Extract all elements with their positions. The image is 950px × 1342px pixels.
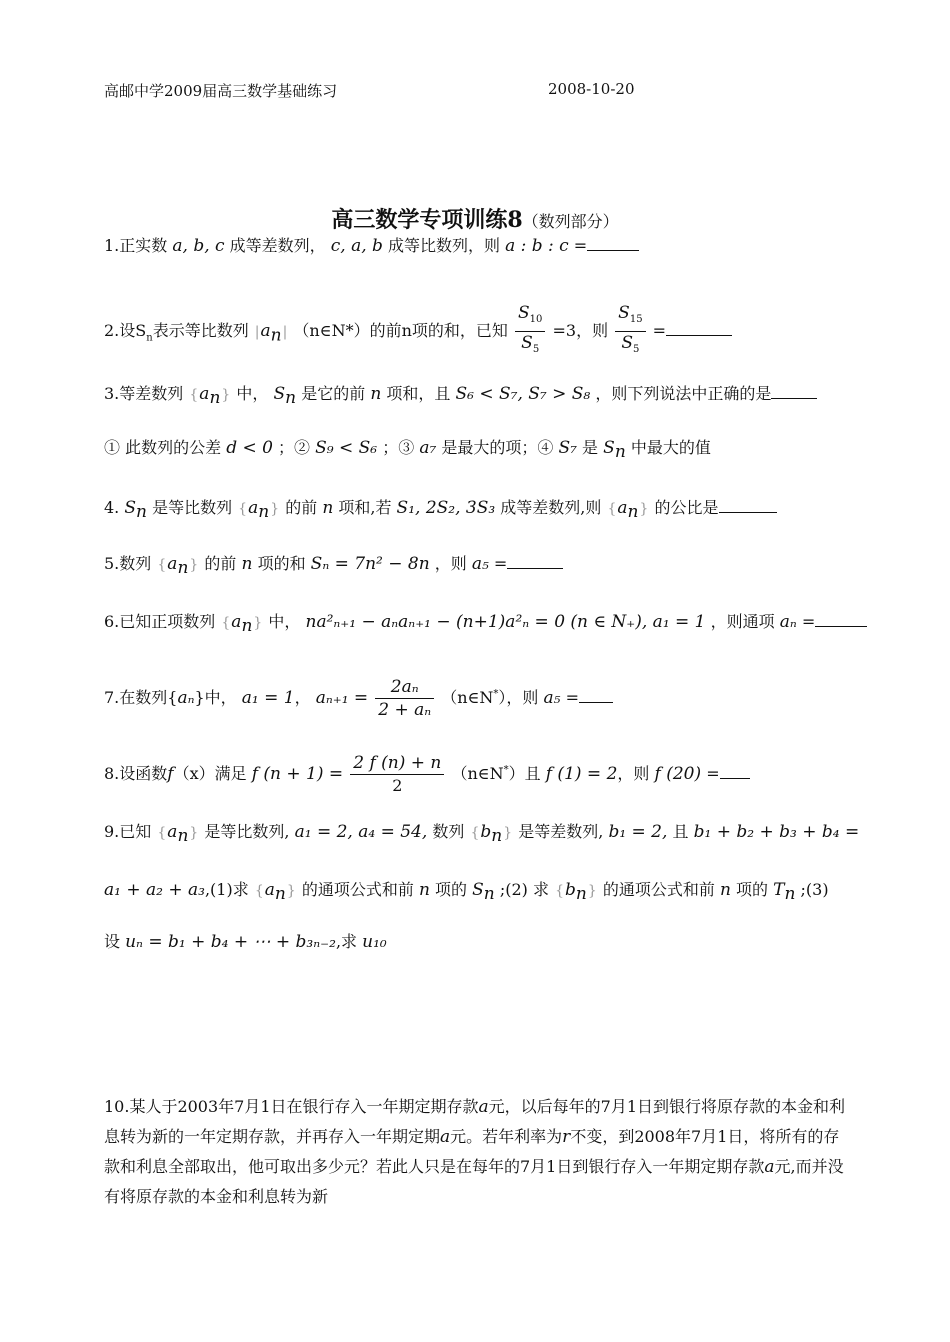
math-ratio: a : b : c bbox=[505, 236, 569, 256]
math-sn: S bbox=[603, 438, 615, 458]
p9-text: 项的 bbox=[435, 880, 468, 899]
p9-text: 是等差数列, bbox=[518, 822, 604, 841]
p10-text: 元，以后每年的7月1日到银行将原存款的本金和利息转为新的一年定期存款，并再存入一年期定期 bbox=[104, 1097, 846, 1146]
math-sn: S bbox=[472, 880, 484, 900]
p4-text: 的前 bbox=[285, 498, 318, 517]
math-fn1: f (n + 1) = bbox=[251, 764, 344, 784]
p5-text: 的前 bbox=[204, 554, 237, 573]
p9-text: 设 bbox=[104, 932, 121, 951]
problem-3-options: ① 此数列的公差 d < 0 ；② S₉ < S₆ ；③ a₇ 是最大的项；④ S₇ 是 $S_n$ 中最大的值 bbox=[104, 438, 711, 463]
frac-num: 2aₙ bbox=[375, 676, 434, 699]
p9-text: 且 bbox=[672, 822, 689, 841]
p7-text: = bbox=[565, 688, 579, 707]
math-f1: f (1) = 2 bbox=[545, 764, 618, 784]
answer-blank bbox=[507, 554, 563, 569]
p3-text: 中最大的值 bbox=[630, 438, 711, 457]
p3-text: ；② bbox=[278, 438, 311, 457]
p7-text: }中， bbox=[194, 688, 237, 707]
p8-text: ）且 bbox=[508, 764, 541, 783]
fraction-recursion bbox=[375, 676, 434, 721]
fraction-f bbox=[350, 752, 444, 797]
problem-1 bbox=[104, 232, 850, 260]
math-a1a4: a₁ = 2, a₄ = 54, bbox=[294, 822, 428, 842]
p8-text: 8.设函数 bbox=[104, 764, 168, 783]
p3-text: 中， bbox=[236, 384, 269, 403]
problem-7 bbox=[104, 676, 850, 721]
math-s: S bbox=[517, 303, 530, 323]
title-main: 高三数学专项训练8 bbox=[331, 207, 523, 233]
p5-text: 项的和 bbox=[257, 554, 306, 573]
p8-text: ，则 bbox=[617, 764, 650, 783]
math-sn: S bbox=[124, 498, 137, 518]
math-a5: a₅ bbox=[543, 688, 561, 708]
header-date: 2008-10-20 bbox=[548, 80, 635, 98]
answer-blank bbox=[719, 498, 777, 513]
p9-text: ,求 bbox=[335, 932, 358, 951]
p10-text: 10.某人于2003年7月1日在银行存入一年期定期存款 bbox=[104, 1097, 479, 1116]
fraction-s10-s5: $\frac{S_{10}}{S_5}$ bbox=[515, 302, 545, 361]
math-abc: a, b, c bbox=[172, 236, 225, 256]
answer-blank bbox=[815, 612, 867, 627]
p1-text: = bbox=[573, 236, 588, 255]
p4-text: 成等差数列,则 bbox=[500, 498, 602, 517]
p3-text: 3.等差数列 bbox=[104, 384, 184, 403]
p6-text: ，则通项 bbox=[710, 612, 775, 631]
p10-text: 不变，到2008年7月1日，将所有的存款和利息全部取出，他可取出多少元？若此人只是在每年的7月1日到银行存入一年期定期存款 bbox=[104, 1127, 840, 1176]
math-n: n bbox=[418, 880, 430, 900]
problem-8 bbox=[104, 752, 850, 797]
math-an: a bbox=[260, 321, 271, 342]
math-s7: S₇ bbox=[558, 438, 577, 458]
p6-text: = bbox=[801, 612, 816, 631]
title-sub: （数列部分） bbox=[522, 212, 619, 231]
answer-blank bbox=[720, 764, 750, 779]
p2-text: 表示等比数列 bbox=[152, 321, 249, 341]
p9-text: ;(2) 求 bbox=[499, 880, 549, 899]
problem-9: 9.已知 $\{a_n\}$ 是等比数列, a₁ = 2, a₄ = 54, 数列 $\{b_n\}$ 是等差数列, b₁ = 2, 且 b₁ + b₂ + b₃ + b₄ = bbox=[104, 822, 860, 847]
math-a: a bbox=[764, 1157, 775, 1177]
header-school: 高邮中学2009届高三数学基础练习 bbox=[104, 82, 338, 100]
math-sn5: Sₙ = 7n² − 8n bbox=[310, 554, 430, 574]
p9-text: 9.已知 bbox=[104, 822, 152, 841]
p2-text: 2.设S bbox=[104, 321, 147, 341]
p7-text: ， bbox=[294, 688, 311, 707]
math-s: S bbox=[521, 333, 533, 354]
math-a: a bbox=[478, 1097, 489, 1117]
p2-text: = bbox=[652, 321, 667, 341]
math-s: S bbox=[621, 333, 633, 354]
p3-text: ；③ bbox=[382, 438, 415, 457]
p6-text: 6.已知正项数列 bbox=[104, 612, 216, 631]
p9-text: 的通项公式和前 bbox=[301, 880, 414, 899]
math-an: a bbox=[264, 880, 275, 900]
frac-den: 2 + aₙ bbox=[378, 700, 432, 720]
p9-text: 数列 bbox=[432, 822, 465, 841]
p4-text: 项和,若 bbox=[338, 498, 392, 517]
math-u10: u₁₀ bbox=[362, 932, 387, 952]
p3-text: 是最大的项；④ bbox=[441, 438, 554, 457]
p10-text: 元,而并没有将原存款的本金和利息转为新 bbox=[104, 1157, 844, 1206]
p9-text: 是等比数列, bbox=[204, 822, 290, 841]
math-f: f bbox=[167, 764, 174, 784]
math-asum: a₁ + a₂ + a₃ bbox=[104, 880, 205, 900]
math-n: n bbox=[322, 498, 334, 518]
problem-10 bbox=[104, 1092, 848, 1212]
problem-2: 2.设$S_n$表示等比数列 $|a_n|$ （n∈N*）的前n项的和，已知 $\frac{S_{10}}{S_5}$ =3，则 $\frac{S_{15}}{S_5}$ = bbox=[104, 302, 850, 361]
p3-text: ，则下列说法中正确的是 bbox=[595, 384, 772, 403]
math-a: a bbox=[440, 1127, 451, 1147]
p7-text: （n∈N bbox=[441, 688, 494, 707]
p8-text: （x）满足 bbox=[173, 764, 247, 783]
problem-6: 6.已知正项数列 $\{a_n\}$ 中， na²ₙ₊₁ − aₙaₙ₊₁ − (n+1)a²ₙ = 0 (n ∈ N₊), a₁ = 1 ，则通项 aₙ = bbox=[104, 608, 850, 640]
page-title bbox=[0, 203, 950, 234]
math-an: a bbox=[199, 384, 210, 404]
p3-text: ① 此数列的公差 bbox=[104, 438, 222, 457]
math-s: S bbox=[618, 303, 630, 323]
math-bn: b bbox=[480, 822, 492, 842]
p4-text: 是等比数列 bbox=[152, 498, 233, 517]
p5-text: = bbox=[493, 554, 508, 573]
math-a5: a₅ bbox=[471, 554, 489, 574]
math-rec6: na²ₙ₊₁ − aₙaₙ₊₁ − (n+1)a²ₙ = 0 (n ∈ N₊), a₁ = 1 bbox=[305, 612, 706, 632]
problem-5: 5.数列 $\{a_n\}$ 的前 n 项的和 Sₙ = 7n² − 8n ，则 a₅ = bbox=[104, 550, 850, 582]
p3-text: 是 bbox=[582, 438, 599, 457]
math-r: r bbox=[562, 1127, 571, 1147]
fraction-s15-s5: $\frac{S_{15}}{S_5}$ bbox=[615, 302, 645, 361]
math-f20: f (20) bbox=[654, 764, 702, 784]
answer-blank bbox=[666, 321, 732, 336]
math-seq4: S₁, 2S₂, 3S₃ bbox=[396, 498, 496, 518]
answer-blank bbox=[579, 688, 613, 703]
math-an: a bbox=[231, 612, 242, 632]
math-n: n bbox=[719, 880, 731, 900]
problem-9-line3 bbox=[104, 928, 850, 956]
math-s9s6: S₉ < S₆ bbox=[315, 438, 378, 458]
math-bsum: b₁ + b₂ + b₃ + b₄ = bbox=[693, 822, 860, 842]
math-cond3: S₆ < S₇, S₇ > S₈ bbox=[455, 384, 591, 404]
p6-text: 中， bbox=[268, 612, 301, 631]
p4-text: 4. bbox=[104, 498, 120, 517]
math-sn: S bbox=[273, 384, 286, 404]
p8-text: = bbox=[706, 764, 720, 783]
p4-text: 的公比是 bbox=[654, 498, 719, 517]
math-n: n bbox=[241, 554, 253, 574]
math-eq3: =3 bbox=[552, 321, 577, 341]
math-an: a bbox=[167, 822, 178, 842]
p3-text: 是它的前 bbox=[301, 384, 366, 403]
math-an: aₙ bbox=[177, 688, 195, 708]
math-n: n bbox=[370, 384, 382, 404]
p8-text: （n∈N bbox=[451, 764, 504, 783]
p1-text: 1.正实数 bbox=[104, 236, 168, 255]
p9-text: 的通项公式和前 bbox=[602, 880, 715, 899]
p2-text: ，则 bbox=[576, 321, 609, 341]
p9-text: ;(3) bbox=[800, 880, 829, 899]
p9-text: 项的 bbox=[736, 880, 769, 899]
p1-text: 成等差数列， bbox=[229, 236, 326, 255]
math-an: aₙ bbox=[779, 612, 797, 632]
math-un: uₙ = b₁ + b₄ + ⋯ + b₃ₙ₋₂ bbox=[125, 932, 336, 952]
math-a1: a₁ = 1 bbox=[241, 688, 295, 708]
p9-text: ,(1)求 bbox=[204, 880, 249, 899]
math-a7: a₇ bbox=[419, 438, 437, 458]
math-b1: b₁ = 2, bbox=[608, 822, 668, 842]
math-an: a bbox=[248, 498, 259, 518]
star: * bbox=[503, 764, 509, 776]
math-an1: aₙ₊₁ = bbox=[315, 688, 369, 708]
frac-num: 2 f (n) + n bbox=[350, 752, 444, 775]
p1-text: 成等比数列，则 bbox=[387, 236, 500, 255]
math-an: a bbox=[617, 498, 628, 518]
math-tn: T bbox=[773, 880, 785, 900]
answer-blank bbox=[587, 236, 639, 251]
math-bn: b bbox=[565, 880, 576, 900]
math-an: a bbox=[167, 554, 178, 574]
answer-blank bbox=[771, 384, 817, 399]
math-cab: c, a, b bbox=[330, 236, 383, 256]
p5-text: 5.数列 bbox=[104, 554, 152, 573]
problem-9-line2: a₁ + a₂ + a₃,(1)求 $\{a_n\}$ 的通项公式和前 n 项的 $S_n$ ;(2) 求 $\{b_n\}$ 的通项公式和前 n 项的 $T_n$ ;(3) bbox=[104, 880, 829, 905]
math-d: d < 0 bbox=[226, 438, 273, 458]
p3-text: 项和，且 bbox=[386, 384, 451, 403]
p10-text: 元。若年利率为 bbox=[450, 1127, 563, 1146]
frac-den: 2 bbox=[392, 776, 403, 795]
p7-text: ），则 bbox=[498, 688, 539, 707]
star: * bbox=[493, 688, 499, 700]
p2-text: （n∈N*）的前n项的和，已知 bbox=[293, 321, 508, 341]
problem-3: 3.等差数列 $\{a_n\}$ 中， $S_n$ 是它的前 n 项和，且 S₆ < S₇, S₇ > S₈ ，则下列说法中正确的是 bbox=[104, 380, 850, 412]
problem-4: 4. $S_n$ 是等比数列 $\{a_n\}$ 的前 n 项和,若 S₁, 2S₂, 3S₃ 成等差数列,则 $\{a_n\}$ 的公比是 bbox=[104, 494, 850, 526]
p5-text: ，则 bbox=[434, 554, 467, 573]
p7-text: 7.在数列{ bbox=[104, 688, 178, 707]
